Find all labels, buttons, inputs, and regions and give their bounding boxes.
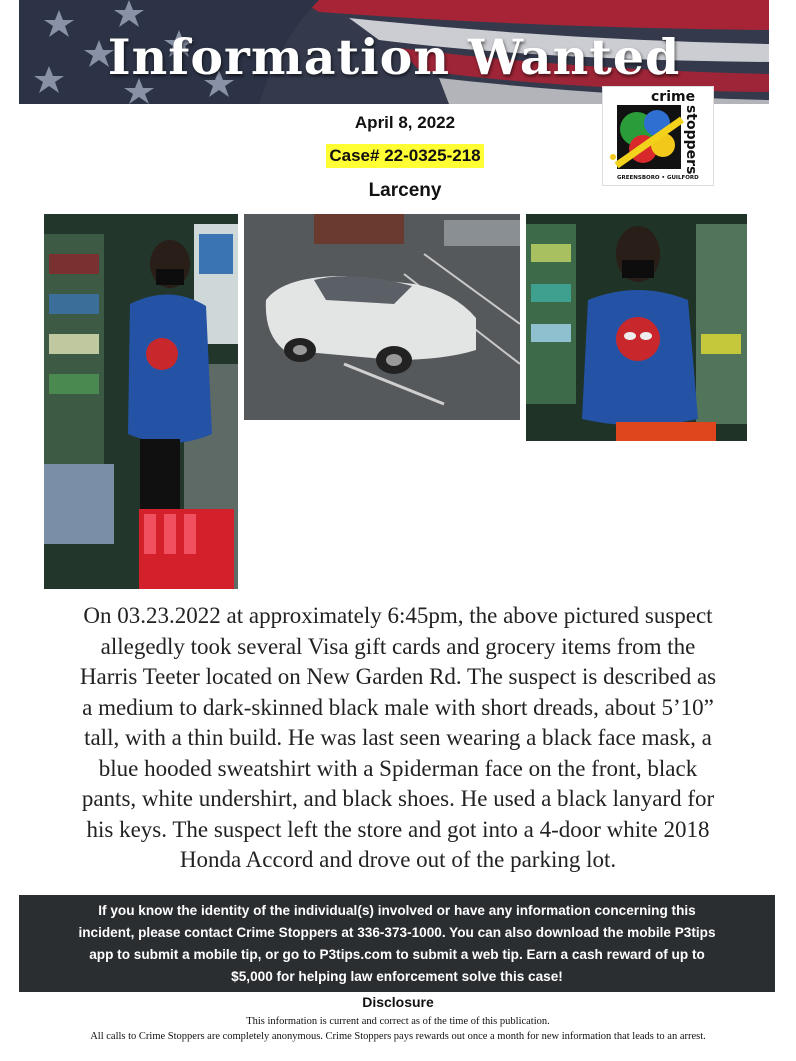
tip-contact-box [19,895,775,992]
disclosure-line-2: All calls to Crime Stoppers are completely anonymous. Crime Stoppers pays rewards out once a month for new information that leads to an arrest. [90,1031,706,1042]
page-title: Information Wanted [107,28,681,86]
incident-description [30,601,766,876]
description-line: his keys. The suspect left the store and got into a 4-door white 2018 [86,816,710,842]
crime-type: Larceny [368,180,442,201]
crime-stoppers-logo-graphic [603,87,715,187]
cta-line: app to submit a mobile tip, or go to P3tips.com to submit a web tip. Earn a cash reward of up to [89,947,705,962]
disclosure-title: Disclosure [362,994,434,1010]
suspect-in-store-photo-2 [526,214,747,441]
cta-line: If you know the identity of the individual(s) involved or have any information concerning this [98,903,696,918]
svg-text:crime: crime [651,89,696,105]
svg-text:stoppers: stoppers [683,105,699,175]
description-line: On 03.23.2022 at approximately 6:45pm, the above pictured suspect [83,603,713,628]
case-number-row [0,144,796,168]
description-line: Honda Accord and drove out of the parking lot. [179,847,617,872]
case-number: Case# 22-0325-218 [326,144,483,168]
white-sedan-photo [244,214,520,420]
cta-line: $5,000 for helping law enforcement solve this case! [231,969,563,984]
description-line: Harris Teeter located on New Garden Rd. The suspect is described as [79,664,717,689]
description-line: pants, white undershirt, and black shoes. He used a black lanyard for [81,786,715,811]
description-line: blue hooded sweatshirt with a Spiderman face on the front, black [98,755,698,781]
svg-text:GREENSBORO • GUILFORD: GREENSBORO • GUILFORD [617,175,699,181]
suspect-in-store-photo-1 [44,214,238,589]
disclosure-line-1: This information is current and correct as of the time of this publication. [246,1016,550,1027]
cta-line: incident, please contact Crime Stoppers at 336-373-1000. You can also download the mobile P3tips [78,925,716,940]
description-line: tall, with a thin build. He was last seen wearing a black face mask, a [84,725,712,750]
description-line: allegedly took several Visa gift cards and grocery items from the [100,633,696,659]
bulletin-date: April 8, 2022 [354,113,456,132]
crime-stoppers-logo [602,86,714,186]
description-line: a medium to dark-skinned black male with short dreads, about 5’10” [82,694,714,720]
